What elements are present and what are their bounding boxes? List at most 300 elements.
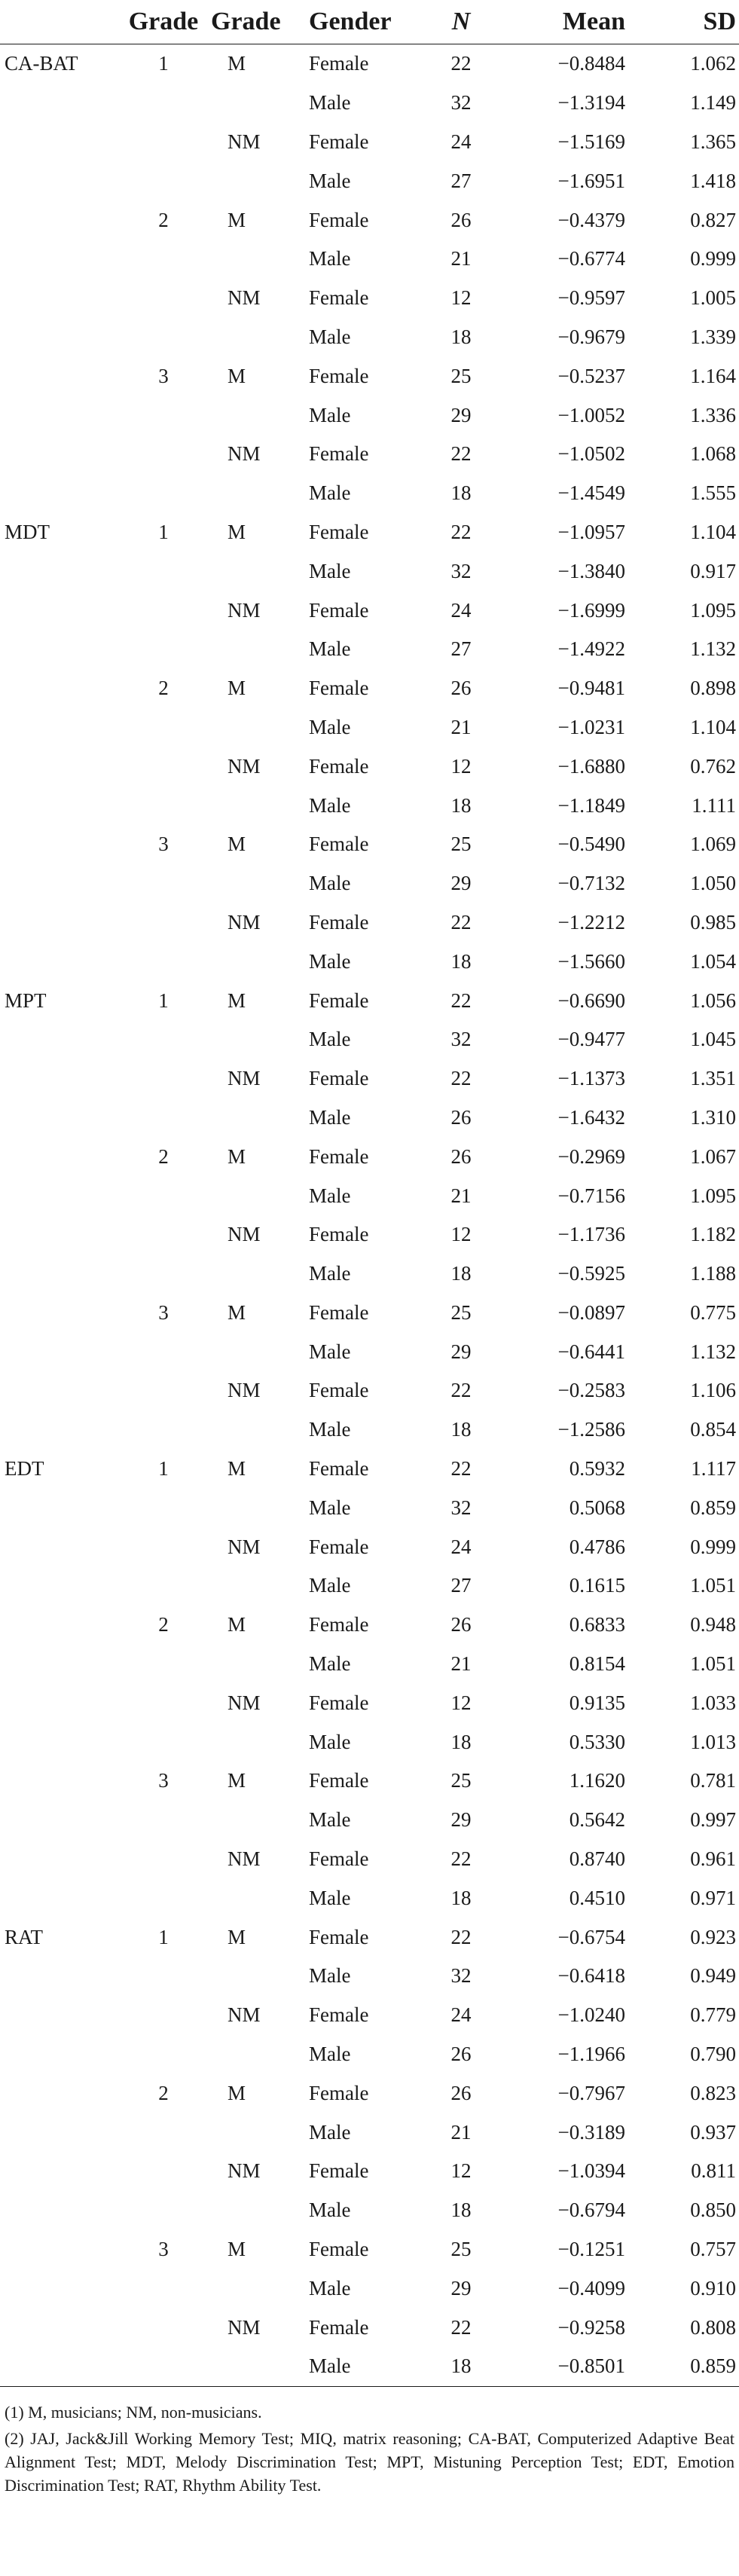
cell-sd: 0.850	[690, 2199, 736, 2222]
table-row	[0, 240, 739, 279]
cell-grade	[122, 1020, 205, 1059]
cell-grade	[122, 123, 205, 162]
cell-n: 12	[450, 286, 472, 310]
cell-sd: 0.997	[690, 1808, 736, 1832]
cell-group: M	[228, 208, 246, 231]
cell-test	[0, 1957, 122, 1996]
cell-n: 26	[450, 1613, 472, 1636]
cell-grade	[122, 240, 205, 279]
table-row	[0, 1878, 739, 1917]
cell-grade	[122, 1957, 205, 1996]
cell-grade	[122, 1215, 205, 1254]
cell-test	[0, 1840, 122, 1879]
cell-grade	[122, 2308, 205, 2347]
table-row	[0, 1996, 739, 2035]
cell-sd: 1.555	[690, 481, 736, 505]
cell-grade: 1	[158, 1925, 169, 1948]
footnote-1: (1) M, musicians; NM, non-musicians.	[5, 2402, 262, 2422]
cell-n: 21	[450, 2120, 472, 2144]
cell-test	[0, 2308, 122, 2347]
cell-group	[205, 1957, 292, 1996]
cell-test	[0, 1176, 122, 1215]
cell-grade	[122, 396, 205, 435]
header-group: Grade	[205, 0, 292, 44]
cell-grade: 2	[158, 1613, 169, 1636]
cell-n: 29	[450, 1808, 472, 1832]
cell-test	[0, 942, 122, 981]
cell-mean: −1.5660	[557, 949, 625, 973]
cell-test	[0, 1488, 122, 1527]
cell-group	[205, 1722, 292, 1762]
cell-test: CA-BAT	[5, 52, 78, 75]
cell-sd: 1.033	[690, 1691, 736, 1714]
table-row	[0, 435, 739, 474]
cell-mean: −1.0240	[557, 2003, 625, 2027]
cell-gender: Male	[309, 715, 351, 738]
cell-gender: Male	[309, 637, 351, 661]
cell-n: 12	[450, 1691, 472, 1714]
cell-mean: −1.4922	[557, 637, 625, 661]
table-row	[0, 1332, 739, 1371]
cell-group: NM	[228, 1691, 261, 1714]
cell-mean: −0.9481	[557, 677, 625, 700]
cell-group: M	[228, 2238, 246, 2261]
table-row	[0, 2035, 739, 2074]
cell-mean: 0.8740	[569, 1847, 625, 1871]
cell-test	[0, 1762, 122, 1801]
cell-group	[205, 1801, 292, 1840]
table-row	[0, 1645, 739, 1684]
cell-grade	[122, 1996, 205, 2035]
cell-mean: −0.6754	[557, 1925, 625, 1948]
cell-test	[0, 2269, 122, 2308]
cell-test	[0, 1332, 122, 1371]
cell-gender: Female	[309, 1067, 369, 1090]
table-row	[0, 1917, 739, 1957]
cell-sd: 1.339	[690, 325, 736, 348]
cell-sd: 1.418	[690, 169, 736, 192]
cell-grade	[122, 1840, 205, 1879]
table-row	[0, 2073, 739, 2113]
cell-group	[205, 942, 292, 981]
cell-group	[205, 1020, 292, 1059]
cell-mean: −0.8501	[496, 2347, 639, 2386]
cell-gender: Female	[309, 520, 369, 543]
cell-group: M	[228, 520, 246, 543]
cell-grade	[122, 903, 205, 943]
header-mean: Mean	[496, 0, 639, 44]
cell-group	[205, 786, 292, 825]
cell-grade	[122, 864, 205, 903]
cell-mean: −1.6880	[557, 754, 625, 778]
table-row	[0, 903, 739, 943]
cell-gender: Female	[309, 989, 369, 1012]
cell-sd: 1.117	[691, 1457, 736, 1481]
cell-grade: 2	[158, 1144, 169, 1168]
cell-mean: −0.2583	[557, 1379, 625, 1402]
table-row	[0, 2269, 739, 2308]
cell-n: 18	[450, 1730, 472, 1753]
cell-test	[0, 474, 122, 513]
cell-gender: Female	[309, 1144, 369, 1168]
table-row	[0, 513, 739, 552]
cell-group	[205, 2191, 292, 2230]
table-row	[0, 1099, 739, 1138]
cell-gender: Male	[309, 1105, 351, 1129]
cell-sd: 0.948	[690, 1613, 736, 1636]
cell-n: 21	[450, 247, 472, 270]
cell-n: 22	[450, 442, 472, 466]
cell-group: M	[228, 1144, 246, 1168]
cell-n: 25	[450, 2238, 472, 2261]
cell-mean: −0.5237	[557, 364, 625, 387]
cell-group: NM	[228, 1847, 261, 1871]
cell-n: 27	[450, 637, 472, 661]
cell-mean: −1.1736	[557, 1223, 625, 1246]
cell-sd: 1.149	[690, 91, 736, 115]
cell-sd: 0.823	[690, 2081, 736, 2104]
cell-grade: 2	[158, 208, 169, 231]
cell-gender: Female	[309, 1300, 369, 1324]
table-row	[0, 2308, 739, 2347]
cell-test	[0, 1371, 122, 1410]
cell-mean: −0.8484	[557, 52, 625, 75]
cell-n: 22	[450, 989, 472, 1012]
table-row	[0, 1527, 739, 1566]
cell-sd: 0.859	[639, 2347, 739, 2386]
cell-gender: Female	[309, 598, 369, 622]
cell-test	[0, 1020, 122, 1059]
cell-n: 26	[450, 1144, 472, 1168]
table-row	[0, 1137, 739, 1176]
cell-mean: −1.1966	[557, 2043, 625, 2066]
cell-group	[205, 1566, 292, 1606]
header-gender: Gender	[292, 0, 426, 44]
cell-group: NM	[228, 1535, 261, 1558]
table-row	[0, 2152, 739, 2191]
cell-grade	[122, 1683, 205, 1722]
cell-mean: −1.0052	[557, 403, 625, 426]
cell-gender: Male	[309, 1964, 351, 1988]
cell-test	[0, 2035, 122, 2074]
cell-n: 12	[450, 1223, 472, 1246]
cell-n: 18	[426, 2347, 496, 2386]
cell-n: 26	[450, 2081, 472, 2104]
cell-group: NM	[228, 598, 261, 622]
table-row	[0, 1683, 739, 1722]
cell-gender: Male	[309, 949, 351, 973]
cell-grade	[122, 1059, 205, 1099]
cell-group	[205, 1645, 292, 1684]
cell-sd: 0.779	[690, 2003, 736, 2027]
table-row	[0, 2113, 739, 2152]
cell-mean: −0.6794	[557, 2199, 625, 2222]
cell-group: M	[228, 364, 246, 387]
cell-gender: Female	[309, 910, 369, 934]
cell-grade	[122, 2347, 205, 2386]
cell-group	[205, 474, 292, 513]
cell-sd: 0.757	[690, 2238, 736, 2261]
cell-gender: Male	[309, 2199, 351, 2222]
cell-group	[205, 1176, 292, 1215]
cell-sd: 0.762	[690, 754, 736, 778]
cell-mean: −0.7156	[557, 1184, 625, 1207]
cell-grade: 1	[158, 989, 169, 1012]
cell-sd: 1.095	[690, 1184, 736, 1207]
cell-n: 26	[450, 1105, 472, 1129]
cell-n: 25	[450, 1300, 472, 1324]
cell-mean: 0.9135	[569, 1691, 625, 1714]
cell-sd: 1.310	[690, 1105, 736, 1129]
cell-sd: 1.005	[690, 286, 736, 310]
cell-grade	[122, 474, 205, 513]
cell-sd: 1.050	[690, 872, 736, 895]
cell-group	[205, 1332, 292, 1371]
cell-test	[0, 200, 122, 240]
table-row	[0, 1450, 739, 1489]
cell-gender: Male	[309, 2043, 351, 2066]
cell-gender: Male	[309, 2120, 351, 2144]
cell-group: M	[228, 677, 246, 700]
cell-grade	[122, 2152, 205, 2191]
cell-group: NM	[228, 1223, 261, 1246]
cell-gender: Male	[309, 325, 351, 348]
cell-group: NM	[228, 442, 261, 466]
table-row	[0, 356, 739, 396]
table-row	[0, 161, 739, 200]
cell-mean: −0.5925	[557, 1262, 625, 1285]
cell-mean: −1.6951	[557, 169, 625, 192]
cell-sd: 1.054	[690, 949, 736, 973]
cell-n: 26	[450, 208, 472, 231]
cell-gender: Female	[309, 2159, 369, 2183]
cell-mean: −0.7132	[557, 872, 625, 895]
cell-test	[0, 786, 122, 825]
cell-group: NM	[228, 2315, 261, 2339]
table-row	[0, 1801, 739, 1840]
cell-gender: Male	[309, 1184, 351, 1207]
cell-mean: −1.2586	[557, 1418, 625, 1441]
cell-n: 27	[450, 1574, 472, 1597]
cell-grade	[122, 2113, 205, 2152]
cell-group	[205, 1878, 292, 1917]
cell-gender: Female	[309, 1223, 369, 1246]
cell-grade	[122, 2269, 205, 2308]
cell-grade: 3	[158, 2238, 169, 2261]
header-test	[0, 0, 122, 44]
cell-gender: Female	[309, 442, 369, 466]
cell-n: 18	[450, 481, 472, 505]
cell-group: M	[228, 52, 246, 75]
cell-test	[0, 1527, 122, 1566]
table-row	[0, 2230, 739, 2269]
cell-gender: Female	[309, 1925, 369, 1948]
cell-group	[205, 318, 292, 357]
cell-grade	[122, 1254, 205, 1294]
cell-grade	[122, 1722, 205, 1762]
table-row	[0, 1294, 739, 1333]
cell-mean: 0.8154	[569, 1652, 625, 1676]
cell-gender: Male	[309, 1262, 351, 1285]
cell-n: 24	[450, 1535, 472, 1558]
cell-test	[0, 864, 122, 903]
cell-mean: −0.0897	[557, 1300, 625, 1324]
table-row	[0, 2347, 739, 2386]
cell-sd: 0.811	[691, 2159, 736, 2183]
cell-gender: Male	[309, 872, 351, 895]
cell-sd: 0.923	[690, 1925, 736, 1948]
cell-test	[0, 1215, 122, 1254]
cell-mean: −0.9258	[557, 2315, 625, 2339]
cell-grade	[122, 1801, 205, 1840]
cell-sd: 0.999	[690, 247, 736, 270]
cell-gender: Male	[309, 2276, 351, 2299]
cell-grade: 3	[158, 1769, 169, 1792]
cell-gender: Male	[309, 1652, 351, 1676]
cell-test	[0, 2191, 122, 2230]
cell-sd: 1.051	[690, 1652, 736, 1676]
header-row	[0, 0, 739, 44]
cell-n: 18	[450, 325, 472, 348]
cell-n: 21	[450, 715, 472, 738]
footnote-2: (2) JAJ, Jack&Jill Working Memory Test; MIQ, matrix reasoning; CA-BAT, Computerized Adaptive Beat Alignment Test; MDT, Melody Discrimination Test; MPT, Mistuning Perception Test; EDT, Emotion Discrimination Test; RAT, Rhythm Ability Test.	[5, 2428, 734, 2495]
cell-sd: 1.045	[690, 1028, 736, 1051]
table-row	[0, 708, 739, 747]
cell-sd: 0.827	[690, 208, 736, 231]
cell-n: 29	[450, 403, 472, 426]
cell-gender: Female	[309, 1457, 369, 1481]
cell-n: 12	[450, 2159, 472, 2183]
cell-mean: 0.1615	[569, 1574, 625, 1597]
cell-n: 26	[450, 2043, 472, 2066]
cell-n: 18	[450, 1886, 472, 1909]
table-row	[0, 942, 739, 981]
cell-n: 18	[450, 1262, 472, 1285]
cell-grade: 3	[158, 833, 169, 856]
cell-mean: −0.4379	[557, 208, 625, 231]
cell-group: NM	[228, 754, 261, 778]
cell-sd: 1.069	[690, 833, 736, 856]
cell-gender: Female	[309, 2003, 369, 2027]
table-row	[0, 1606, 739, 1645]
cell-test: RAT	[5, 1925, 44, 1948]
table-row	[0, 669, 739, 708]
cell-gender: Male	[309, 403, 351, 426]
cell-sd: 0.898	[690, 677, 736, 700]
cell-gender: Female	[309, 1535, 369, 1558]
cell-gender: Male	[309, 1886, 351, 1909]
cell-mean: −1.5169	[557, 130, 625, 153]
table-row	[0, 44, 739, 84]
cell-grade	[122, 1878, 205, 1917]
cell-n: 29	[450, 2276, 472, 2299]
table-row	[0, 1020, 739, 1059]
cell-group: NM	[228, 130, 261, 153]
cell-test	[0, 1059, 122, 1099]
table-row	[0, 318, 739, 357]
cell-test	[0, 552, 122, 591]
cell-group	[205, 864, 292, 903]
cell-gender: Female	[309, 677, 369, 700]
cell-n: 18	[450, 1418, 472, 1441]
cell-sd: 0.985	[690, 910, 736, 934]
cell-grade	[122, 2035, 205, 2074]
header-n: N	[426, 0, 496, 44]
cell-mean: 0.5642	[569, 1808, 625, 1832]
cell-grade	[122, 591, 205, 630]
cell-mean: −0.2969	[557, 1144, 625, 1168]
cell-mean: −1.6432	[557, 1105, 625, 1129]
table-row	[0, 396, 739, 435]
cell-test	[0, 1645, 122, 1684]
cell-group: NM	[228, 1379, 261, 1402]
cell-gender: Male	[309, 1028, 351, 1051]
header-grade: Grade	[122, 0, 205, 44]
cell-group: M	[228, 2081, 246, 2104]
cell-sd: 0.854	[690, 1418, 736, 1441]
table-row	[0, 123, 739, 162]
cell-mean: −1.3840	[557, 559, 625, 582]
cell-grade	[122, 1527, 205, 1566]
cell-mean: −1.6999	[557, 598, 625, 622]
cell-test	[0, 2113, 122, 2152]
cell-group: M	[228, 833, 246, 856]
cell-grade: 2	[158, 2081, 169, 2104]
cell-gender: Male	[309, 1418, 351, 1441]
cell-gender: Female	[309, 833, 369, 856]
table-row	[0, 630, 739, 669]
cell-test	[0, 1878, 122, 1917]
table-row	[0, 2191, 739, 2230]
cell-sd: 1.056	[690, 989, 736, 1012]
cell-test: MDT	[5, 520, 50, 543]
cell-grade	[122, 552, 205, 591]
cell-test	[0, 435, 122, 474]
cell-gender: Male	[309, 481, 351, 505]
cell-n: 32	[450, 1964, 472, 1988]
cell-gender: Female	[309, 130, 369, 153]
cell-gender: Male	[309, 793, 351, 817]
cell-grade	[122, 708, 205, 747]
cell-gender: Female	[309, 1769, 369, 1792]
table-row	[0, 786, 739, 825]
cell-mean: −0.4099	[557, 2276, 625, 2299]
cell-sd: 0.961	[690, 1847, 736, 1871]
cell-group	[205, 1099, 292, 1138]
cell-test	[0, 1099, 122, 1138]
cell-n: 25	[450, 364, 472, 387]
table-row	[0, 864, 739, 903]
cell-mean: −0.9597	[557, 286, 625, 310]
cell-mean: 0.5068	[569, 1496, 625, 1519]
cell-mean: −0.9679	[557, 325, 625, 348]
cell-n: 29	[450, 872, 472, 895]
cell-gender: Female	[309, 52, 369, 75]
cell-mean: 0.6833	[569, 1613, 625, 1636]
cell-grade	[122, 747, 205, 786]
cell-n: 32	[450, 559, 472, 582]
cell-test: MPT	[5, 989, 47, 1012]
cell-group	[205, 2269, 292, 2308]
cell-sd: 1.182	[690, 1223, 736, 1246]
cell-test	[0, 2347, 122, 2386]
cell-grade: 2	[158, 677, 169, 700]
table-row	[0, 591, 739, 630]
table-row	[0, 1215, 739, 1254]
cell-grade	[122, 84, 205, 123]
cell-group: NM	[228, 286, 261, 310]
cell-sd: 1.111	[692, 793, 736, 817]
